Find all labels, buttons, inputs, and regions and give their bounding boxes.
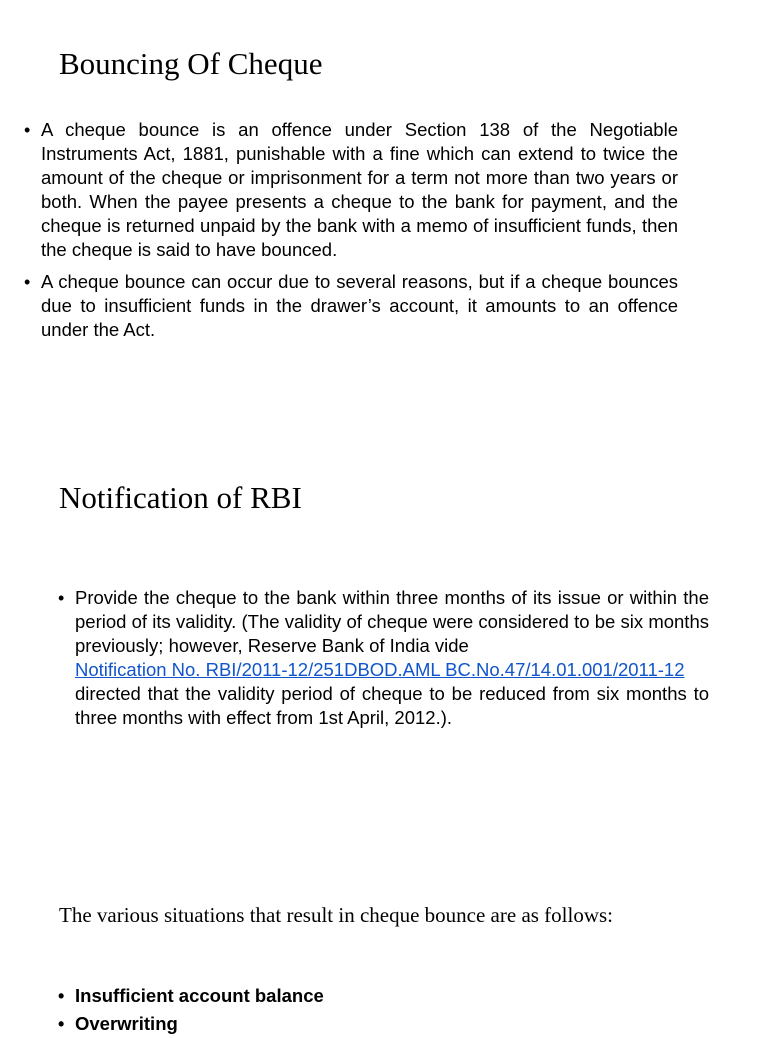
situations-intro: The various situations that result in cheque bounce are as follows:	[59, 903, 614, 927]
bullet-icon: •	[24, 120, 31, 140]
bullet-icon: •	[24, 272, 31, 292]
bullet-text: A cheque bounce is an offence under Section 138 of the Negotiable Instruments Act, 1881, punishable with a fine which can extend to twice the amount of the cheque or imprisonment for a term not more than two years or both. When the payee presents a cheque to the bank for payment, and the cheque is returned unpaid by the bank with a memo of insufficient funds, then the cheque is said to have bounced.	[41, 119, 678, 260]
bullet-icon: •	[58, 986, 65, 1006]
bullet-icon: •	[58, 1014, 65, 1034]
bullet-text-before-link: Provide the cheque to the bank within three months of its issue or within the period of its validity. (The validity of cheque were considered to be six months previously; however, Reserve Bank of India vide	[75, 587, 709, 656]
situations-list	[58, 982, 324, 1038]
list-item	[24, 118, 678, 262]
bullet-text-after-link: directed that the validity period of cheque to be reduced from six months to three months with effect from 1st April, 2012.).	[75, 683, 709, 728]
bullet-text: A cheque bounce can occur due to several reasons, but if a cheque bounces due to insufficient funds in the drawer’s account, it amounts to an offence under the Act.	[41, 271, 678, 340]
bullet-icon: •	[58, 588, 65, 608]
section-title-notification-of-rbi: Notification of RBI	[59, 480, 302, 515]
list-item	[58, 982, 324, 1010]
list-item	[24, 270, 678, 342]
list-item	[58, 586, 709, 730]
rbi-notification-link[interactable]: Notification No. RBI/2011-12/251DBOD.AML BC.No.47/14.01.001/2011-12	[75, 659, 685, 680]
situation-item-text: Insufficient account balance	[75, 985, 324, 1006]
list-item	[58, 1010, 324, 1038]
bouncing-bullet-list	[24, 118, 678, 342]
section-title-bouncing-of-cheque: Bouncing Of Cheque	[59, 46, 323, 81]
situation-item-text: Overwriting	[75, 1013, 178, 1034]
rbi-bullet-list	[58, 586, 709, 730]
